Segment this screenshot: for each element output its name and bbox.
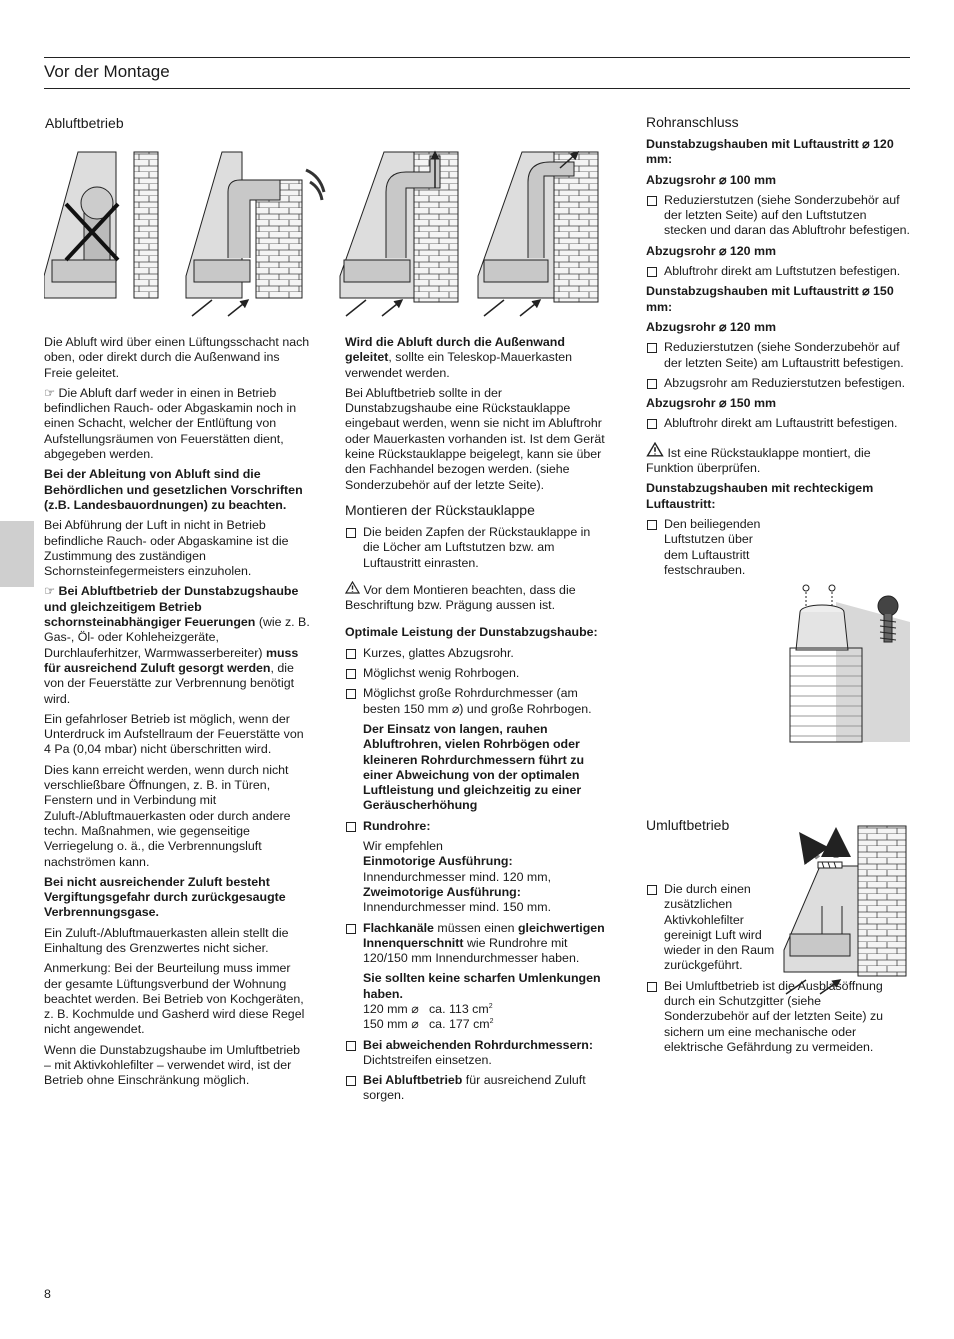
col2-p1: Wird die Abluft durch die Außenwand geleitet, sollte ein Teleskop-Mauerkasten verwendet werden. — [345, 335, 573, 380]
col1-p10: Anmerkung: Bei der Beurteilung muss immer der gesamte Lüftungsverbund der Wohnung beachtet werden. Bei Betrieb von Kochgeräten, z. B. Kochmulde und Gasherd wird diese Regel nicht angewendet. — [44, 961, 305, 1037]
fig-shaft-up — [340, 152, 458, 316]
fig-shaft-crossed — [44, 152, 158, 298]
rundrohre-block: Wir empfehlen Einmotorige Ausführung: Innendurchmesser mind. 120 mm, Zweimotorige Ausführung: Innendurchmesser mind. 150 mm. — [363, 839, 552, 915]
col1-p5: ☞ Bei Abluftbetrieb der Dunstabzugshaube und gleichzeitigem Betrieb schornsteinabhängiger Feuerungen (wie z. B. Gas-, Öl- oder Kohleheizgeräte, Durchlauferhitzer, Warmwasserbereiter) muss für ausreichend Zuluft gesorgt werden, die von der Feuerstätte zur Verbrennung benötigt wird. — [44, 584, 310, 706]
fig-shaft-up-2 — [478, 152, 598, 316]
checkbox-item: Die beiden Zapfen der Rückstauklappe in die Löcher am Luftstutzen bzw. am Luftaustritt einrasten. — [345, 525, 609, 571]
hand-icon: ☞ — [44, 584, 56, 599]
top-rule — [44, 57, 910, 58]
checkbox-item: Bei abweichenden Rohrdurchmessern: Dichtstreifen einsetzen. — [345, 1038, 609, 1069]
checkbox-item: Die durch einen zusätzlichen Aktivkohlefilter gereinigt Luft wird wieder in den Raum zurückgeführt. — [646, 882, 776, 974]
col1-p2: ☞ Die Abluft darf weder in einen in Betrieb befindlichen Rauch- oder Abgaskamin noch in einen Schacht, welcher der Entlüftung von Aufstellungsräumen von Feuerstätten dient, abgegeben werden. — [44, 385, 297, 462]
checkbox-item: Reduzierstutzen (siehe Sonderzubehör auf der letzten Seite) am Luftaustritt befestigen. — [646, 340, 910, 371]
rectangular-outlet-illustration — [776, 582, 910, 744]
sub-heading: Abzugsrohr ⌀ 120 mm — [646, 319, 777, 334]
sub-heading: Abzugsrohr ⌀ 100 mm — [646, 172, 777, 187]
col1-heading-wrap — [45, 115, 183, 138]
rohranschluss-heading: Rohranschluss — [646, 114, 739, 130]
col2 — [345, 335, 609, 1109]
checkbox-item: Abluftrohr direkt am Luftaustritt befestigen. — [646, 416, 910, 431]
page-number: 8 — [44, 1287, 51, 1301]
checkbox-item: Bei Umluftbetrieb ist die Ausblasöffnung durch ein Schutzgitter (siehe Sonderzubehör auf der letzten Seite) zu sichern um eine mechanische oder elektrische Gefährdung zu vermeiden. — [646, 979, 904, 1055]
sub-heading: Abzugsrohr ⌀ 150 mm — [646, 396, 777, 411]
checkbox-item: Abzugsrohr am Reduzierstutzen befestigen. — [646, 376, 910, 391]
col2-p2: Bei Abluftbetrieb sollte in der Dunstabzugshaube eine Rückstauklappe eingebaut werden, wenn sie nicht im Abluftrohr oder Mauerkasten vorhanden ist. Ist dem Gerät keine Rückstauklappe beigelegt, kann sie über den Fachhandel bezogen werden. (siehe Sonderzubehör auf der letzte Seite). — [345, 385, 605, 492]
checkbox-item: Bei Abluftbetrieb für ausreichend Zuluft sorgen. — [345, 1073, 609, 1104]
umluft-illustration — [782, 822, 910, 1000]
opt-heading: Optimale Leistung der Dunstabzugshaube: — [345, 625, 598, 640]
checkbox-item: Rundrohre: — [345, 819, 609, 834]
umluftbetrieb-heading: Umluftbetrieb — [646, 817, 730, 833]
col2-warning: Vor dem Montieren beachten, dass die Beschriftung bzw. Prägung aussen ist. — [345, 582, 576, 613]
checkbox-item: Reduzierstutzen (siehe Sonderzubehör auf der letzten Seite) auf den Luftstutzen stecken und daran das Abluftrohr befestigen. — [646, 193, 910, 239]
section-tab — [0, 521, 34, 587]
umluft-heading-wrap — [646, 817, 786, 840]
checkbox-item: Abluftrohr direkt am Luftstutzen befestigen. — [646, 264, 910, 279]
checkbox-item: Flachkanäle müssen einen gleichwertigen Innenquerschnitt wie Rundrohre mit 120/150 mm Innendurchmesser haben. — [345, 921, 609, 967]
col1 — [44, 335, 310, 1094]
sub-heading: Dunstabzugshauben mit rechteckigem Luftaustritt: — [646, 481, 874, 511]
warning-bold-block: Der Einsatz von langen, rauhen Abluftrohren, vielen Rohrbögen oder kleineren Rohrdurchmessern führt zu einer Abweichung von der optimalen Luftleistung und gleichzeitig zu einer Geräuscherhöhung — [363, 721, 585, 813]
screw-icon — [878, 596, 898, 616]
col1-p6: Ein gefahrloser Betrieb ist möglich, wenn der Unterdruck im Aufstellraum der Feuerstätte von 4 Pa (0,04 mbar) nicht überschritten wird. — [44, 711, 304, 757]
sub-heading: Dunstabzugshauben mit Luftaustritt ⌀ 150 mm: — [646, 284, 894, 314]
umlenkungen-block: Sie sollten keine scharfen Umlenkungen haben. 120 mm ⌀ ca. 113 $cm^2$ 150 mm ⌀ ca. 177 $cm^2$ — [363, 971, 601, 1032]
col3-warning: Ist eine Rückstauklappe montiert, die Funktion überprüfen. — [646, 442, 910, 477]
col1-p1: Die Abluft wird über einen Lüftungsschacht nach oben, oder direkt durch die Außenwand ins Freie geleitet. — [44, 335, 310, 380]
page-title: Vor der Montage — [44, 62, 170, 81]
warning-icon — [345, 581, 360, 594]
checkbox-item: Den beiliegenden Luftstutzen über dem Luftaustritt festschrauben. — [646, 517, 776, 578]
abluft-illustrations — [44, 148, 604, 323]
col1-p3: Bei der Ableitung von Abluft sind die Behördlichen und gesetzlichen Vorschriften (z.B. Landesbauordnungen) zu beachten. — [44, 467, 303, 512]
sub-heading: Abzugsrohr ⌀ 120 mm — [646, 243, 777, 258]
col3 — [646, 114, 910, 583]
checkbox-item: Möglichst wenig Rohrbogen. — [345, 666, 609, 681]
fig-wall-outlet — [186, 152, 324, 316]
col1-p7: Dies kann erreicht werden, wenn durch nicht verschließbare Öffnungen, z. B. in Türen, Fenstern und in Verbindung mit Zuluft-/Abluftmauerkasten oder durch andere techn. Maßnahmen, wie gegenseitige Verriegelung o. ä., die Verbrennungsluft nachströmen kann. — [44, 762, 291, 869]
checkbox-item: Möglichst große Rohrdurchmesser (am besten 150 mm ⌀) und große Rohrbogen. — [345, 686, 609, 717]
rueckstauklappe-heading: Montieren der Rückstauklappe — [345, 501, 535, 518]
warning-icon — [646, 442, 664, 457]
col1-p11: Wenn die Dunstabzugshaube im Umluftbetrieb – mit Aktivkohlefilter – verwendet wird, ist der Betrieb ohne Einschränkung möglich. — [44, 1042, 300, 1088]
hand-icon: ☞ — [44, 385, 56, 400]
sub-heading: Dunstabzugshauben mit Luftaustritt ⌀ 120 mm: — [646, 137, 894, 167]
abluftbetrieb-heading: Abluftbetrieb — [45, 115, 124, 131]
title-rule — [44, 88, 910, 89]
col1-p4: Bei Abführung der Luft in nicht in Betrieb befindliche Rauch- oder Abgaskamine ist die Zustimmung des zuständigen Schornsteinfegermeisters einzuholen. — [44, 518, 289, 579]
col1-p9: Ein Zuluft-/Abluftmauerkasten allein stellt die Einhaltung des Grenzwertes nicht sicher. — [44, 925, 289, 955]
col1-p8: Bei nicht ausreichender Zuluft besteht Vergiftungsgefahr durch zurückgesaugte Verbrennungsgase. — [44, 874, 286, 920]
checkbox-item: Kurzes, glattes Abzugsrohr. — [345, 646, 609, 661]
